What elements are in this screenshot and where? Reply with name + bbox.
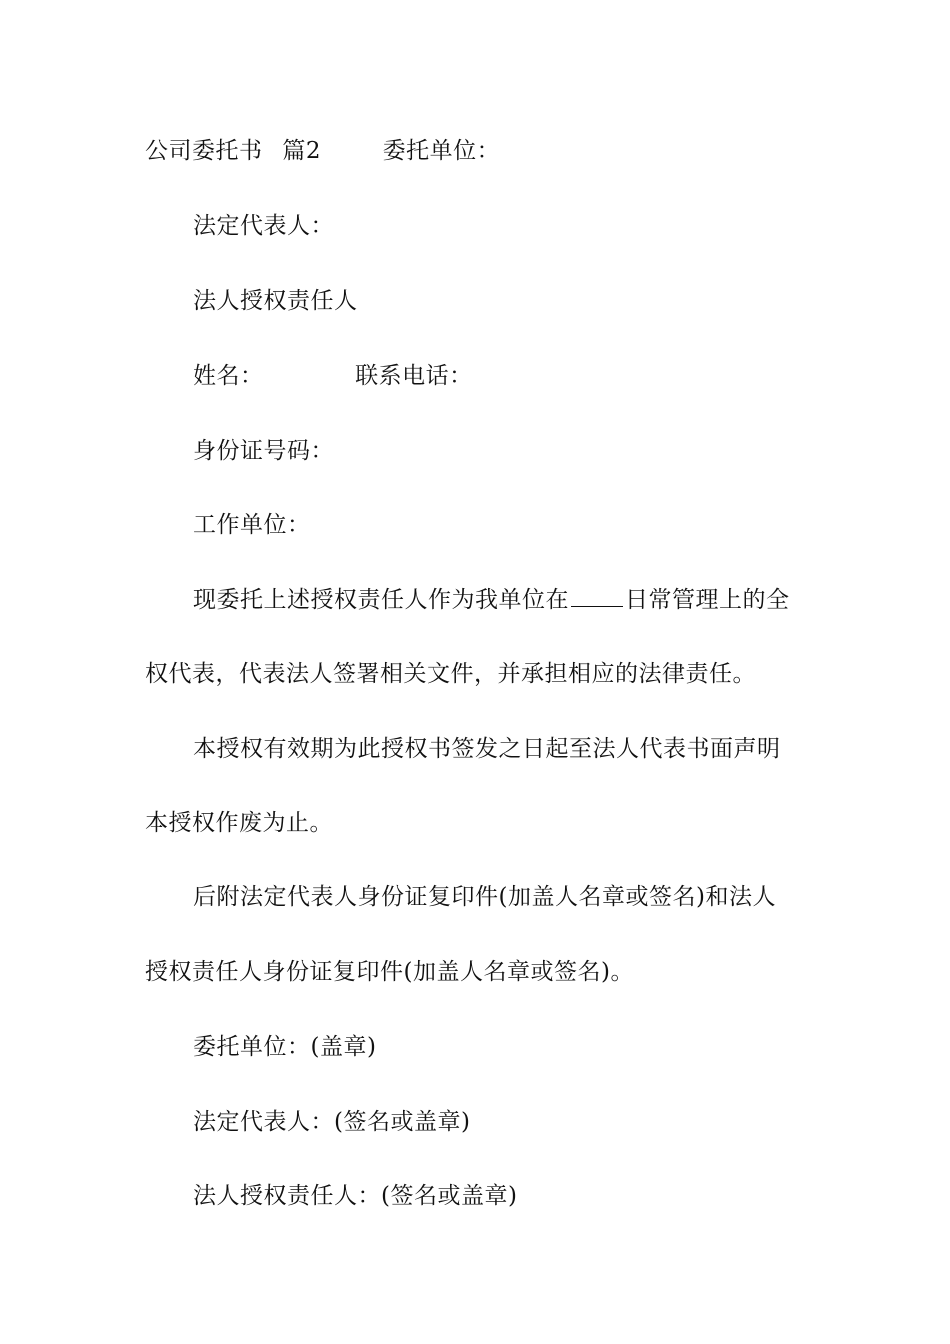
para3-line2: 授权责任人身份证复印件(加盖人名章或签名)。: [145, 959, 634, 985]
para1-after-blank: 日常管理上的全: [625, 587, 790, 613]
sign-legal-rep: 法定代表人：(签名或盖章): [193, 1109, 471, 1135]
paragraph-2-line-1: [193, 734, 863, 764]
authorized-person-label: 法人授权责任人: [193, 288, 358, 314]
name-label: 姓名：: [193, 363, 264, 389]
document-title: 公司委托书: [145, 138, 263, 164]
paragraph-3-line-1: [193, 882, 863, 912]
authorized-person-line: [193, 286, 863, 316]
blank-underline: [571, 586, 623, 607]
para2-line1: 本授权有效期为此授权书签发之日起至法人代表书面声明: [193, 736, 781, 762]
legal-rep-label: 法定代表人：: [193, 213, 334, 239]
work-unit-line: [193, 510, 863, 540]
id-number-label: 身份证号码：: [193, 438, 334, 464]
legal-rep-line: [193, 211, 863, 241]
paragraph-3-line-2: [145, 957, 815, 987]
paragraph-2-line-2: [145, 808, 815, 838]
name-phone-line: [193, 361, 863, 391]
signature-legal-rep-line: [193, 1107, 863, 1137]
sign-authorized-person: 法人授权责任人：(签名或盖章): [193, 1183, 518, 1209]
sign-client-unit: 委托单位：(盖章): [193, 1034, 377, 1060]
para2-line2: 本授权作废为止。: [145, 810, 333, 836]
para1-before-blank: 现委托上述授权责任人作为我单位在: [193, 587, 569, 613]
para3-line1: 后附法定代表人身份证复印件(加盖人名章或签名)和法人: [193, 884, 776, 910]
header-line: [145, 136, 815, 166]
signature-client-unit-line: [193, 1032, 863, 1062]
id-number-line: [193, 436, 863, 466]
signature-authorized-person-line: [193, 1181, 863, 1211]
client-unit-label: 委托单位：: [382, 138, 501, 164]
phone-label: 联系电话：: [355, 363, 473, 389]
para1-line2: 权代表，代表法人签署相关文件，并承担相应的法律责任。: [145, 661, 756, 687]
work-unit-label: 工作单位：: [193, 512, 311, 538]
paragraph-1-line-2: [145, 659, 815, 689]
paragraph-1-line-1: [193, 585, 863, 615]
document-part: 篇2: [282, 138, 321, 164]
